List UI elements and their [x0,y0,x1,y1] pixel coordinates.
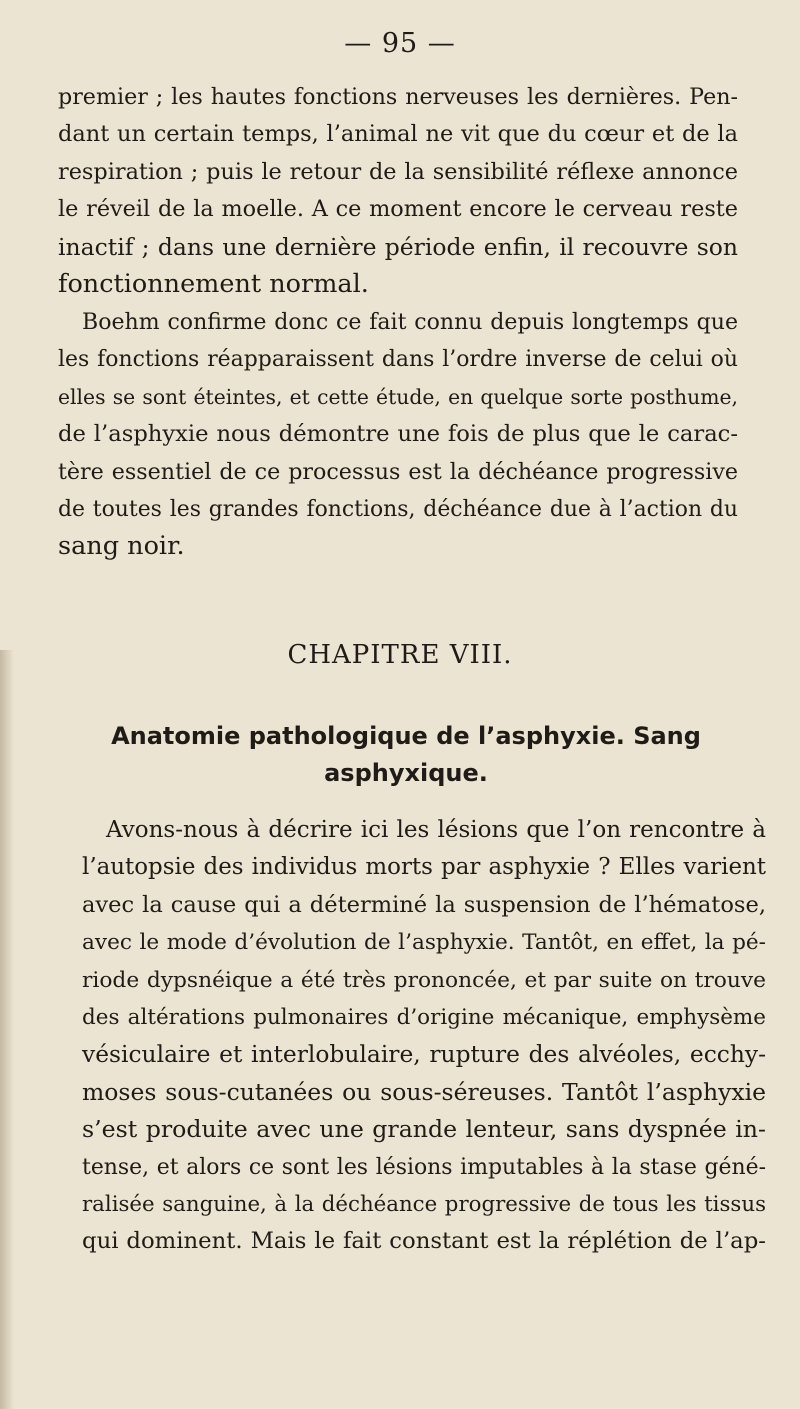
chapter-heading: CHAPITRE VIII. [287,640,513,670]
text-line: tère essentiel de ce processus est la déchéance progressive [58,458,738,485]
text-line: l’autopsie des individus morts par asphyxie ? Elles varient [82,854,766,881]
text-line: tense, et alors ce sont les lésions imputables à la stase géné- [82,1154,766,1180]
text-line: moses sous-cutanées ou sous-séreuses. Tantôt l’asphyxie [82,1077,766,1106]
text-line: s’est produite avec une grande lenteur, sans dyspnée in- [82,1115,766,1144]
paragraph-boehm [58,304,738,566]
text-line: de toutes les grandes fonctions, déchéance due à l’action du [58,497,738,523]
text-line: inactif ; dans une dernière période enfin, il recouvre son [58,232,738,261]
text-line: Boehm confirme donc ce fait connu depuis longtemps que [82,310,738,335]
text-line: vésiculaire et interlobulaire, rupture des alvéoles, ecchy- [82,1040,766,1069]
text-line: le réveil de la moelle. A ce moment encore le cerveau reste [58,196,738,223]
text-line: riode dypsnéique a été très prononcée, et par suite on trouve [82,967,766,993]
text-line: des altérations pulmonaires d’origine mécanique, emphysème [82,1005,766,1031]
text-line: dant un certain temps, l’animal ne vit que du cœur et de la [58,121,738,148]
chapter-title-line: asphyxique. [324,759,488,787]
text-line: les fonctions réapparaissent dans l’ordre inverse de celui où [58,347,738,373]
page-number: — 95 — [344,28,456,59]
text-line: sang noir. [58,531,185,562]
text-line: premier ; les hautes fonctions nerveuses les dernières. Pen- [58,84,738,110]
chapter-title-line: Anatomie pathologique de l’asphyxie. Sang [111,722,701,750]
text-line: ralisée sanguine, à la déchéance progressive de tous les tissus [82,1192,766,1218]
text-line: elles se sont éteintes, et cette étude, en quelque sorte posthume, [58,384,738,409]
text-line: Avons-nous à décrire ici les lésions que l’on rencontre à [106,817,766,843]
chapter-title [96,718,716,792]
text-line: fonctionnement normal. [58,269,369,300]
text-line: avec la cause qui a déterminé la suspension de l’hématose, [82,891,766,918]
paragraph-continued [58,79,738,303]
text-line: de l’asphyxie nous démontre une fois de plus que le carac- [58,421,738,448]
text-line: respiration ; puis le retour de la sensibilité réflexe annonce [58,158,738,185]
text-line: avec le mode d’évolution de l’asphyxie. Tantôt, en effet, la pé- [82,930,766,956]
text-line: qui dominent. Mais le fait constant est la réplétion de l’ap- [82,1228,766,1255]
paragraph-autopsy [82,812,766,1261]
page-gutter-shadow [0,650,14,1409]
